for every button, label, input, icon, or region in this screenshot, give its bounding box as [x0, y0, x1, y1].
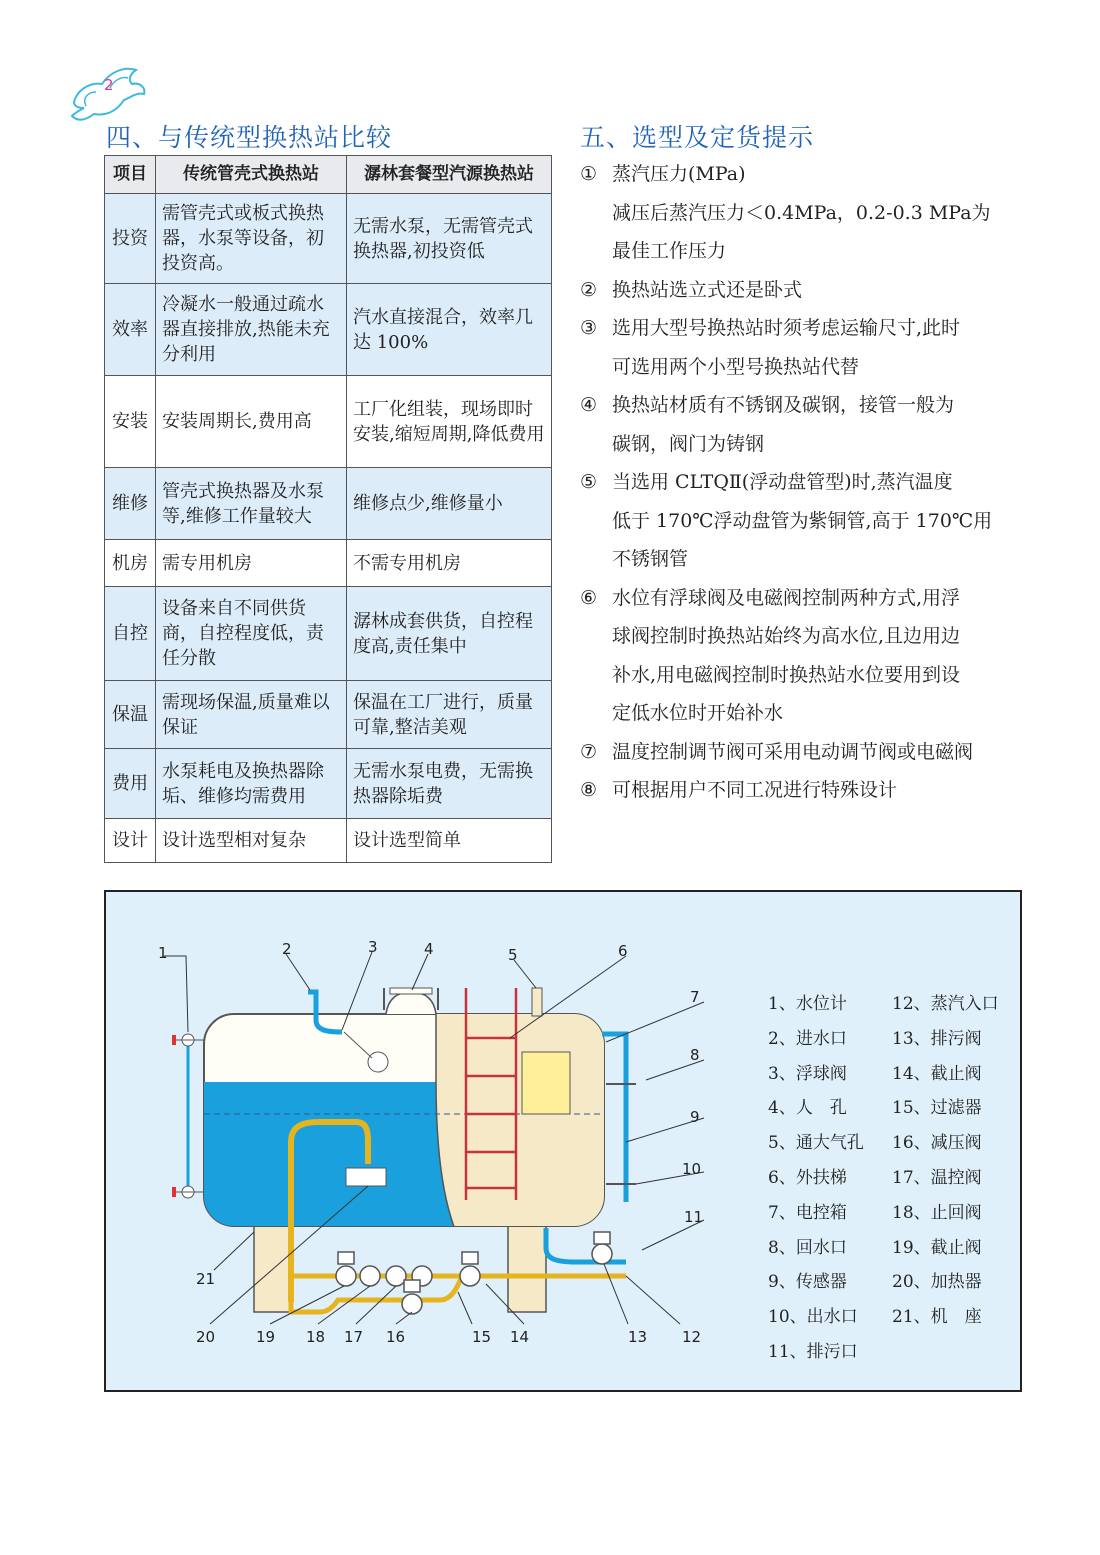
tip-line: 减压后蒸汽压力＜0.4MPa，0.2-0.3 MPa为	[612, 201, 991, 224]
callout-13: 13	[628, 1328, 648, 1346]
legend-item: 17、温控阀	[892, 1167, 982, 1188]
callout-16: 16	[386, 1328, 406, 1346]
row-traditional: 水泵耗电及换热器除垢、维修均需费用	[156, 749, 347, 819]
header-item: 项目	[105, 156, 156, 194]
page-number: 2	[104, 76, 114, 94]
tip-item	[580, 309, 1030, 386]
table-row	[105, 194, 552, 284]
table-header-row	[105, 156, 552, 194]
control-box	[522, 1052, 570, 1114]
callout-9: 9	[690, 1108, 700, 1126]
tip-number: ⑤	[580, 471, 598, 493]
callout-6: 6	[618, 942, 628, 960]
callout-10: 10	[682, 1160, 702, 1178]
callout-1: 1	[158, 944, 168, 962]
row-item: 设计	[105, 819, 156, 863]
heater	[346, 1168, 386, 1186]
tip-number: ⑧	[580, 779, 598, 801]
legend-item: 4、人 孔	[768, 1098, 847, 1119]
tip-line: 可选用两个小型号换热站代替	[612, 355, 860, 378]
row-package: 无需水泵电费，无需换热器除垢费	[347, 749, 552, 819]
row-package: 维修点少,维修量小	[347, 468, 552, 540]
tip-line: 选用大型号换热站时须考虑运输尺寸,此时	[612, 317, 961, 339]
tip-number: ⑦	[580, 740, 598, 763]
callout-20: 20	[196, 1328, 216, 1346]
tip-item	[580, 579, 1030, 733]
tip-number: ②	[580, 278, 598, 301]
tip-item	[580, 463, 1030, 579]
legend-column-2	[892, 987, 999, 1335]
row-package: 保温在工厂进行，质量可靠,整洁美观	[347, 681, 552, 749]
legend-item: 13、排污阀	[892, 1028, 982, 1049]
row-traditional: 需管壳式或板式换热器，水泵等设备，初投资高。	[156, 194, 347, 284]
row-package: 潺林成套供货，自控程度高,责任集中	[347, 587, 552, 681]
float-ball	[368, 1052, 388, 1072]
table-row	[105, 749, 552, 819]
legend-item: 10、出水口	[768, 1307, 858, 1328]
tip-item	[580, 771, 1030, 810]
tip-line: 换热站选立式还是卧式	[612, 278, 803, 301]
table-row	[105, 681, 552, 749]
legend-item: 21、机 座	[892, 1307, 982, 1328]
callout-15: 15	[472, 1328, 492, 1346]
tip-line: 温度控制调节阀可采用电动调节阀或电磁阀	[612, 740, 974, 763]
tank-base-leg	[508, 1222, 546, 1312]
legend-item: 15、过滤器	[892, 1098, 982, 1119]
row-traditional: 设计选型相对复杂	[156, 819, 347, 863]
tip-line: 最佳工作压力	[612, 240, 727, 262]
tip-line: 可根据用户不同工况进行特殊设计	[612, 779, 898, 801]
tip-number: ③	[580, 317, 598, 339]
drain-pipe	[546, 1228, 626, 1262]
table-row	[105, 376, 552, 468]
tip-item	[580, 271, 1030, 310]
row-traditional: 需现场保温,质量难以保证	[156, 681, 347, 749]
callout-17: 17	[344, 1328, 364, 1346]
comparison-table	[104, 155, 552, 863]
row-item: 自控	[105, 587, 156, 681]
tip-line: 碳钢，阀门为铸钢	[612, 432, 765, 455]
legend-item: 14、截止阀	[892, 1063, 982, 1084]
row-item: 机房	[105, 540, 156, 587]
table-row	[105, 587, 552, 681]
callout-2: 2	[282, 940, 292, 958]
section5-title: 五、选型及定货提示	[580, 123, 815, 152]
callout-7: 7	[690, 988, 700, 1006]
tip-line: 低于 170℃浮动盘管为紫铜管,高于 170℃用	[612, 509, 993, 532]
callout-12: 12	[682, 1328, 702, 1346]
table-row	[105, 468, 552, 540]
tip-line: 补水,用电磁阀控制时换热站水位要用到设	[612, 663, 961, 686]
row-traditional: 冷凝水一般通过疏水器直接排放,热能未充分利用	[156, 284, 347, 376]
row-traditional: 设备来自不同供货商，自控程度低，责任分散	[156, 587, 347, 681]
row-traditional: 管壳式换热器及水泵等,维修工作量较大	[156, 468, 347, 540]
row-package: 汽水直接混合，效率几达 100%	[347, 284, 552, 376]
legend-item: 9、传感器	[768, 1272, 847, 1293]
legend-item: 2、进水口	[768, 1028, 847, 1049]
tip-item	[580, 155, 1030, 271]
return-pipe	[602, 1034, 626, 1202]
tip-line: 当选用 CLTQⅡ(浮动盘管型)时,蒸汽温度	[612, 471, 953, 493]
tip-line: 定低水位时开始补水	[612, 702, 784, 724]
row-traditional: 安装周期长,费用高	[156, 376, 347, 468]
callout-14: 14	[510, 1328, 530, 1346]
tip-number: ④	[580, 394, 598, 416]
tip-line: 蒸汽压力(MPa)	[612, 163, 746, 185]
tip-line: 不锈钢管	[612, 548, 689, 570]
callout-4: 4	[424, 940, 434, 958]
row-traditional: 需专用机房	[156, 540, 347, 587]
callout-19: 19	[256, 1328, 276, 1346]
row-item: 安装	[105, 376, 156, 468]
callout-8: 8	[690, 1046, 700, 1064]
legend-item: 7、电控箱	[768, 1202, 847, 1223]
row-item: 效率	[105, 284, 156, 376]
callout-18: 18	[306, 1328, 326, 1346]
tip-line: 换热站材质有不锈钢及碳钢，接管一般为	[612, 394, 955, 416]
vent-pipe	[532, 988, 542, 1016]
tip-number: ⑥	[580, 586, 598, 609]
tip-line: 球阀控制时换热站始终为高水位,且边用边	[612, 625, 961, 647]
row-item: 维修	[105, 468, 156, 540]
header-traditional: 传统管壳式换热站	[156, 156, 347, 194]
tank-base-leg	[254, 1222, 292, 1312]
tip-item	[580, 386, 1030, 463]
header-package: 潺林套餐型汽源换热站	[347, 156, 552, 194]
callout-5: 5	[508, 946, 518, 964]
row-package: 工厂化组装，现场即时安装,缩短周期,降低费用	[347, 376, 552, 468]
callout-21: 21	[196, 1270, 216, 1288]
legend-item: 20、加热器	[892, 1272, 982, 1293]
tips-list	[580, 155, 1030, 810]
table-row	[105, 540, 552, 587]
table-row	[105, 819, 552, 863]
insulation-section	[436, 1010, 606, 1232]
legend-item: 8、回水口	[768, 1237, 847, 1258]
row-package: 不需专用机房	[347, 540, 552, 587]
tip-line: 水位有浮球阀及电磁阀控制两种方式,用浮	[612, 586, 961, 609]
row-package: 设计选型简单	[347, 819, 552, 863]
row-item: 投资	[105, 194, 156, 284]
legend-item: 18、止回阀	[892, 1202, 982, 1223]
legend-item: 16、减压阀	[892, 1133, 982, 1154]
legend-item: 11、排污口	[768, 1341, 858, 1362]
legend-column-1	[768, 987, 864, 1370]
legend-item: 19、截止阀	[892, 1237, 982, 1258]
manhole	[386, 992, 436, 1014]
legend-item: 1、水位计	[768, 994, 847, 1014]
heat-station-diagram	[104, 890, 1022, 1392]
tip-item	[580, 733, 1030, 772]
legend-item: 6、外扶梯	[768, 1167, 847, 1188]
row-package: 无需水泵，无需管壳式换热器,初投资低	[347, 194, 552, 284]
legend-item: 3、浮球阀	[768, 1063, 847, 1084]
tank-schematic	[106, 892, 1020, 1390]
table-row	[105, 284, 552, 376]
callout-11: 11	[684, 1208, 704, 1226]
tip-number: ①	[580, 163, 598, 185]
callout-3: 3	[368, 938, 378, 956]
row-item: 保温	[105, 681, 156, 749]
legend-item: 5、通大气孔	[768, 1133, 864, 1154]
section4-title: 四、与传统型换热站比较	[106, 123, 393, 152]
legend-item: 12、蒸汽入口	[892, 994, 999, 1014]
row-item: 费用	[105, 749, 156, 819]
